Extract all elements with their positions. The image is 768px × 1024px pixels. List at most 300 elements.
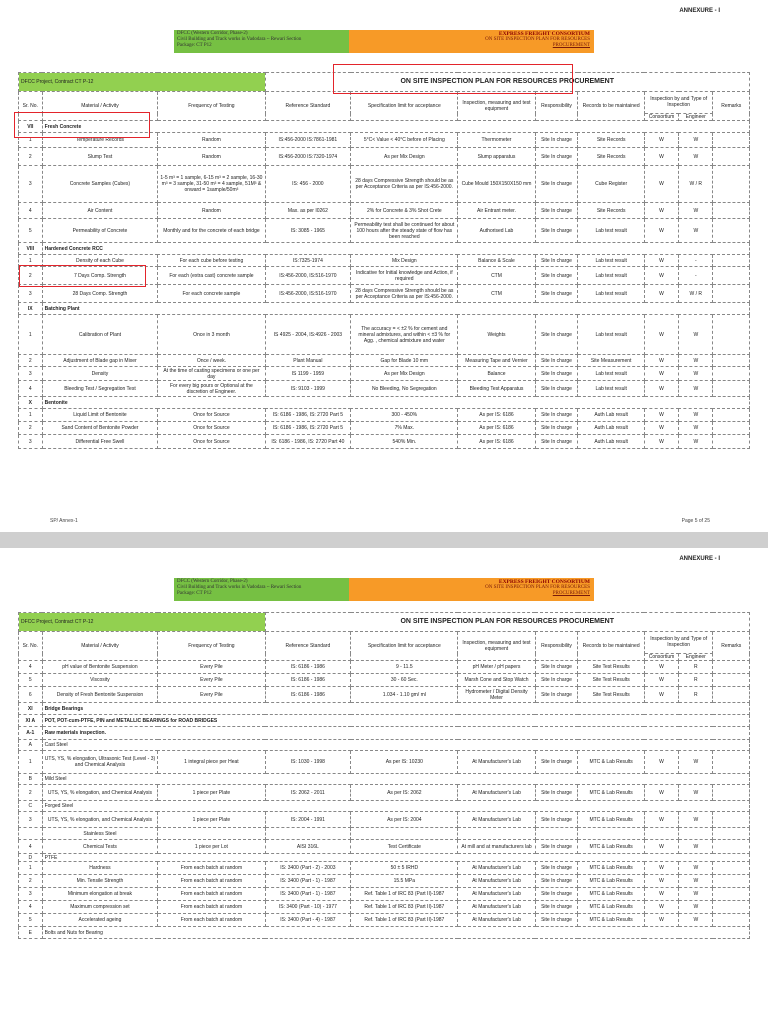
section-number: D xyxy=(19,854,43,862)
cell-responsibility: Site In charge xyxy=(535,687,578,703)
cell-frequency: From each batch at random xyxy=(158,914,265,927)
cell-remarks xyxy=(713,751,750,774)
col-header-consortium: Consortium xyxy=(644,654,678,661)
section-row xyxy=(19,715,750,727)
cell-frequency: For each cube before testing xyxy=(158,255,265,267)
footer-page-number: Page 5 of 25 xyxy=(681,518,710,524)
cell-remarks xyxy=(713,785,750,801)
cell-consortium: W xyxy=(644,422,678,435)
cell-specification: 540% Min. xyxy=(351,435,458,449)
cell-remarks xyxy=(713,166,750,203)
col-header-remarks: Remarks xyxy=(713,92,750,121)
cell-consortium: W xyxy=(644,674,678,687)
col-header-responsibility: Responsibility xyxy=(535,632,578,661)
cell-sr-no: 1 xyxy=(19,255,43,267)
cell-specification: 9 - 11.5 xyxy=(351,661,458,674)
cell-reference: IS: 2062 - 2011 xyxy=(265,785,351,801)
cell-material: Accelerated ageing xyxy=(42,914,158,927)
plan-title: ON SITE INSPECTION PLAN FOR RESOURCES PROCUREMENT xyxy=(265,73,750,92)
cell-consortium: W xyxy=(644,381,678,397)
cell-reference: IS: 6186 - 1986, IS: 2720 Part 5 xyxy=(265,422,351,435)
col-header-frequency: Frequency of Testing xyxy=(158,92,265,121)
cell-consortium: W xyxy=(644,687,678,703)
cell-records: MTC & Lab Results xyxy=(578,901,644,914)
cell-engineer: R xyxy=(679,674,713,687)
cell-reference: IS: 3400 (Part - 4) - 1987 xyxy=(265,914,351,927)
cell-equipment: Air Entrant meter. xyxy=(458,203,535,219)
cell-frequency: At the time of casting specimens or one per day xyxy=(158,367,265,381)
cell-engineer: W xyxy=(679,148,713,166)
cell-records: Lab test result xyxy=(578,285,644,303)
cell-equipment: At mill and at manufacturers lab xyxy=(458,840,535,854)
table-row xyxy=(19,914,750,927)
cell-responsibility: Site In charge xyxy=(535,166,578,203)
cell-remarks xyxy=(713,267,750,285)
cell-specification: As per Mix Design xyxy=(351,148,458,166)
header-package: Package: CT P12 xyxy=(177,43,212,48)
cell-records: Cube Register xyxy=(578,166,644,203)
cell-equipment: At Manufacturer's Lab xyxy=(458,751,535,774)
cell-remarks xyxy=(713,862,750,875)
cell-consortium: W xyxy=(644,367,678,381)
cell-records: Site Test Results xyxy=(578,674,644,687)
annexure-label: ANNEXURE - I xyxy=(679,8,720,14)
cell-equipment: As per IS: 6186 xyxy=(458,435,535,449)
cell-remarks xyxy=(713,355,750,367)
cell-consortium: W xyxy=(644,133,678,148)
cell-reference: IS: 3400 (Part - 1) - 1987 xyxy=(265,888,351,901)
cell-reference: AISI 316L xyxy=(265,840,351,854)
cell-material: Adjustment of Blade gap in Mixer xyxy=(42,355,158,367)
cell-engineer: W xyxy=(679,422,713,435)
cell-reference: IS: 3085 - 1965 xyxy=(265,219,351,243)
table-row xyxy=(19,148,750,166)
cell-reference: IS: 6186 - 1986 xyxy=(265,687,351,703)
cell-equipment: Measuring Tape and Vernier xyxy=(458,355,535,367)
cell-reference: Plant Manual xyxy=(265,355,351,367)
cell-material: Min. Tensile Strength xyxy=(42,875,158,888)
cell-responsibility: Site In charge xyxy=(535,133,578,148)
cell-records: Lab test result xyxy=(578,255,644,267)
cell-frequency: 1-5 m³ = 1 sample, 6-15 m³ = 2 sample, 16-30 m³ = 3 sample, 31-50 m³ = 4 sample, 51M³ & onward = 1sample/50m³ xyxy=(158,166,265,203)
cell-sr-no: 1 xyxy=(19,315,43,355)
cell-responsibility: Site In charge xyxy=(535,840,578,854)
cell-equipment: At Manufacturer's Lab xyxy=(458,812,535,828)
cell-reference: IS: 6186 - 1986, IS: 2720 Part 5 xyxy=(265,409,351,422)
cell-records: Site Records xyxy=(578,133,644,148)
cell-specification: 15.5 MPa xyxy=(351,875,458,888)
cell-responsibility: Site In charge xyxy=(535,315,578,355)
cell-responsibility: Site In charge xyxy=(535,661,578,674)
cell-frequency: From each batch at random xyxy=(158,875,265,888)
section-title: Hardened Concrete RCC xyxy=(42,243,749,255)
cell-specification: Ref. Table 1 of IRC 83 (Part II)-1987 xyxy=(351,901,458,914)
header-project: DFCC (Western Corridor, Phase-2) xyxy=(177,31,248,36)
table-row xyxy=(19,687,750,703)
cell-responsibility: Site In charge xyxy=(535,367,578,381)
col-header-remarks: Remarks xyxy=(713,632,750,661)
cell-reference: IS 4925 - 2004, IS:4926 - 2003 xyxy=(265,315,351,355)
cell-equipment: CTM xyxy=(458,267,535,285)
cell-remarks xyxy=(713,435,750,449)
table-row xyxy=(19,133,750,148)
cell-material: Maximum compression set xyxy=(42,901,158,914)
cell-sr-no: 2 xyxy=(19,267,43,285)
cell-remarks xyxy=(713,381,750,397)
cell-material: Chemical Tests xyxy=(42,840,158,854)
section-row xyxy=(19,740,750,751)
table-row xyxy=(19,381,750,397)
cell-engineer: W xyxy=(679,219,713,243)
cell-records: Site Measurement xyxy=(578,355,644,367)
cell-engineer: W xyxy=(679,901,713,914)
cell-responsibility: Site In charge xyxy=(535,355,578,367)
cell-frequency: Every Pile xyxy=(158,661,265,674)
cell-sr-no: 2 xyxy=(19,785,43,801)
cell-sr-no: 4 xyxy=(19,203,43,219)
title-row xyxy=(19,73,750,92)
col-header-inspection: Inspection by and Type of Inspection xyxy=(644,92,713,114)
cell-specification: Permeability test shall be continued for about 100 hours after the steady state of flow has been reached xyxy=(351,219,458,243)
cell-remarks xyxy=(713,133,750,148)
cell-sr-no: 3 xyxy=(19,812,43,828)
cell-material: 28 Days Comp. Strength xyxy=(42,285,158,303)
table-row xyxy=(19,875,750,888)
cell-material: Density xyxy=(42,367,158,381)
cell-records: Lab test result xyxy=(578,267,644,285)
col-header-sr: Sr. No. xyxy=(19,632,43,661)
cell-records: Lab test result xyxy=(578,367,644,381)
cell-records: Site Records xyxy=(578,148,644,166)
inspection-table-page-1 xyxy=(18,72,750,449)
cell-records: MTC & Lab Results xyxy=(578,914,644,927)
cell-consortium: W xyxy=(644,785,678,801)
contract-label: DFCC Project, Contract CT P-12 xyxy=(19,73,266,92)
cell-reference: IS 1199 - 1959 xyxy=(265,367,351,381)
cell-records: Site Test Results xyxy=(578,661,644,674)
cell-remarks xyxy=(713,315,750,355)
cell-records: Lab test result xyxy=(578,381,644,397)
cell-material: Permeability of Concrete xyxy=(42,219,158,243)
section-title: Fresh Concrete xyxy=(42,121,749,133)
cell-reference: IS: 6186 - 1986 xyxy=(265,661,351,674)
cell-equipment: Cube Mould 150X150X150 mm xyxy=(458,166,535,203)
footer-ref: SP/ Annex-1 xyxy=(50,518,78,524)
cell-responsibility: Site In charge xyxy=(535,812,578,828)
cell-remarks xyxy=(713,422,750,435)
cell-material: Concrete Samples (Cubes) xyxy=(42,166,158,203)
cell-frequency: Random xyxy=(158,148,265,166)
cell-equipment: Bleeding Test Apparatus xyxy=(458,381,535,397)
cell-remarks xyxy=(713,888,750,901)
cell-remarks xyxy=(713,661,750,674)
cell-consortium: W xyxy=(644,875,678,888)
section-title: Bridge Bearings xyxy=(42,703,749,715)
cell-sr-no: 3 xyxy=(19,435,43,449)
cell-responsibility: Site In charge xyxy=(535,409,578,422)
cell-material: 7 Days Comp. Strength xyxy=(42,267,158,285)
table-row xyxy=(19,674,750,687)
cell-responsibility: Site In charge xyxy=(535,267,578,285)
cell-records: MTC & Lab Results xyxy=(578,840,644,854)
table-row xyxy=(19,828,750,840)
cell-frequency: For each concrete sample xyxy=(158,285,265,303)
column-header-row xyxy=(19,92,750,114)
cell-engineer: W xyxy=(679,435,713,449)
section-row xyxy=(19,397,750,409)
cell-specification: As per Mix Design xyxy=(351,367,458,381)
table-row xyxy=(19,422,750,435)
cell-frequency: Every Pile xyxy=(158,674,265,687)
cell-equipment: CTM xyxy=(458,285,535,303)
cell-sr-no: 4 xyxy=(19,661,43,674)
section-title: Bolts and Nuts for Bearing xyxy=(42,927,749,939)
cell-material: Air Content xyxy=(42,203,158,219)
cell-responsibility: Site In charge xyxy=(535,219,578,243)
cell-engineer xyxy=(679,828,713,840)
cell-consortium: W xyxy=(644,315,678,355)
header-left-green xyxy=(174,30,349,53)
section-number: VIII xyxy=(19,243,43,255)
cell-reference: IS: 3400 (Part - 1) - 1987 xyxy=(265,875,351,888)
cell-sr-no: 4 xyxy=(19,840,43,854)
col-header-records: Records to be maintained xyxy=(578,632,644,661)
cell-responsibility: Site In charge xyxy=(535,888,578,901)
section-title: Cast Steel xyxy=(42,740,749,751)
cell-engineer: - xyxy=(679,255,713,267)
cell-records: Site Test Results xyxy=(578,687,644,703)
header-right-orange xyxy=(349,578,594,601)
table-row xyxy=(19,409,750,422)
cell-sr-no: 5 xyxy=(19,219,43,243)
cell-remarks xyxy=(713,255,750,267)
cell-remarks xyxy=(713,828,750,840)
cell-remarks xyxy=(713,901,750,914)
section-title: Forged Steel xyxy=(42,801,749,812)
cell-equipment: Slump apparatus xyxy=(458,148,535,166)
cell-reference: IS:7325-1974 xyxy=(265,255,351,267)
contract-label: DFCC Project, Contract CT P-12 xyxy=(19,613,266,632)
cell-engineer: W xyxy=(679,875,713,888)
col-header-frequency: Frequency of Testing xyxy=(158,632,265,661)
header-plan-line-2: PROCUREMENT xyxy=(552,43,590,48)
col-header-material: Material / Activity xyxy=(42,92,158,121)
cell-responsibility: Site In charge xyxy=(535,255,578,267)
cell-sr-no: 2 xyxy=(19,422,43,435)
cell-specification: Test Certificate xyxy=(351,840,458,854)
col-header-spec: Specification limit for acceptance xyxy=(351,632,458,661)
cell-engineer: R xyxy=(679,661,713,674)
section-number: E xyxy=(19,927,43,939)
table-row xyxy=(19,355,750,367)
cell-specification xyxy=(351,828,458,840)
cell-engineer: W xyxy=(679,785,713,801)
document-header-banner xyxy=(174,578,594,601)
cell-frequency: Once for Source xyxy=(158,409,265,422)
col-header-material: Material / Activity xyxy=(42,632,158,661)
header-package: Package: CT P12 xyxy=(177,591,212,596)
cell-specification: As per IS: 10230 xyxy=(351,751,458,774)
section-row xyxy=(19,703,750,715)
document-header-banner xyxy=(174,30,594,53)
col-header-consortium: Consortium xyxy=(644,114,678,121)
section-title: POT, POT-cum-PTFE, PIN and METALLIC BEARINGS for ROAD BRIDGES xyxy=(42,715,749,727)
section-number: B xyxy=(19,774,43,785)
header-works: Civil Building and Track works in Vadodara ~ Rewari Section xyxy=(177,37,302,42)
cell-responsibility: Site In charge xyxy=(535,435,578,449)
cell-remarks xyxy=(713,875,750,888)
cell-responsibility: Site In charge xyxy=(535,422,578,435)
cell-engineer: W xyxy=(679,751,713,774)
cell-material: UTS, YS, % elongation, and Chemical Analysis xyxy=(42,785,158,801)
cell-reference: IS: 456 - 2000 xyxy=(265,166,351,203)
plan-title: ON SITE INSPECTION PLAN FOR RESOURCES PROCUREMENT xyxy=(265,613,750,632)
cell-remarks xyxy=(713,148,750,166)
cell-material: Bleeding Test / Segregation Test xyxy=(42,381,158,397)
cell-records: Lab test result xyxy=(578,315,644,355)
cell-sr-no: 2 xyxy=(19,148,43,166)
cell-equipment: Weights xyxy=(458,315,535,355)
header-plan-line: ON SITE INSPECTION PLAN FOR RESOURCES xyxy=(485,37,590,42)
cell-specification: 30 - 60 Sec. xyxy=(351,674,458,687)
cell-engineer: W xyxy=(679,840,713,854)
cell-consortium: W xyxy=(644,901,678,914)
cell-reference: IS:456-2000, IS:516-1970 xyxy=(265,267,351,285)
section-number: VII xyxy=(19,121,43,133)
cell-equipment: Thermometer xyxy=(458,133,535,148)
cell-specification: Mix Design xyxy=(351,255,458,267)
section-row xyxy=(19,727,750,740)
inspection-table-page-2 xyxy=(18,612,750,939)
col-header-engineer: Engineer xyxy=(679,654,713,661)
cell-consortium: W xyxy=(644,435,678,449)
section-title: Raw materials inspection. xyxy=(42,727,749,740)
cell-consortium: W xyxy=(644,148,678,166)
cell-frequency: 1 piece per Plate xyxy=(158,812,265,828)
cell-sr-no: 4 xyxy=(19,901,43,914)
cell-engineer: R xyxy=(679,687,713,703)
cell-frequency: Random xyxy=(158,133,265,148)
section-number: A-1 xyxy=(19,727,43,740)
cell-equipment: At Manufacturer's Lab xyxy=(458,862,535,875)
col-header-reference: Reference Standard xyxy=(265,632,351,661)
cell-material: Temperature Records xyxy=(42,133,158,148)
cell-reference: IS: 3400 (Part - 10) - 1977 xyxy=(265,901,351,914)
section-row xyxy=(19,121,750,133)
cell-engineer: W xyxy=(679,133,713,148)
cell-equipment: At Manufacturer's Lab xyxy=(458,914,535,927)
cell-consortium: W xyxy=(644,203,678,219)
cell-specification: The accuracy = < ±2 % for cement and mineral admixtures, and within < ±3 % for Agg. , chemical admixture and water xyxy=(351,315,458,355)
section-row xyxy=(19,243,750,255)
section-row xyxy=(19,854,750,862)
cell-consortium: W xyxy=(644,888,678,901)
header-project: DFCC (Western Corridor, Phase-2) xyxy=(177,579,248,584)
cell-material: Minimum elongation at break xyxy=(42,888,158,901)
section-title: Mild Steel xyxy=(42,774,749,785)
cell-remarks xyxy=(713,285,750,303)
cell-specification: 7% Max. xyxy=(351,422,458,435)
cell-equipment: Balance & Scale xyxy=(458,255,535,267)
cell-sr-no: 1 xyxy=(19,751,43,774)
cell-remarks xyxy=(713,687,750,703)
cell-reference: IS:456-2000, IS:516-1970 xyxy=(265,285,351,303)
cell-frequency xyxy=(158,828,265,840)
cell-reference: IS:456-2000 IS:7320-1974 xyxy=(265,148,351,166)
table-row xyxy=(19,888,750,901)
cell-responsibility: Site In charge xyxy=(535,381,578,397)
cell-frequency: From each batch at random xyxy=(158,901,265,914)
cell-consortium: W xyxy=(644,355,678,367)
cell-responsibility: Site In charge xyxy=(535,751,578,774)
header-plan-line: ON SITE INSPECTION PLAN FOR RESOURCES xyxy=(485,585,590,590)
cell-material: Stainless Steel xyxy=(42,828,158,840)
cell-sr-no: 5 xyxy=(19,914,43,927)
cell-engineer: W xyxy=(679,381,713,397)
cell-responsibility: Site In charge xyxy=(535,285,578,303)
cell-sr-no: 2 xyxy=(19,875,43,888)
cell-records: Auth Lab result xyxy=(578,422,644,435)
cell-sr-no: 1 xyxy=(19,862,43,875)
table-row xyxy=(19,862,750,875)
cell-engineer: W / R xyxy=(679,285,713,303)
col-header-records: Records to be maintained xyxy=(578,92,644,121)
cell-responsibility: Site In charge xyxy=(535,203,578,219)
cell-equipment: At Manufacturer's Lab xyxy=(458,785,535,801)
col-header-reference: Reference Standard xyxy=(265,92,351,121)
header-left-green xyxy=(174,578,349,601)
cell-frequency: Once for Source xyxy=(158,435,265,449)
cell-responsibility: Site In charge xyxy=(535,875,578,888)
cell-engineer: W xyxy=(679,367,713,381)
cell-responsibility: Site In charge xyxy=(535,148,578,166)
cell-consortium: W xyxy=(644,661,678,674)
header-consortium: EXPRESS FREIGHT CONSORTIUM xyxy=(498,579,590,585)
table-row xyxy=(19,315,750,355)
table-row xyxy=(19,785,750,801)
cell-reference: IS:456-2000 IS:7861-1981 xyxy=(265,133,351,148)
cell-specification: No Bleeding, No Segregation xyxy=(351,381,458,397)
cell-records: Lab test result xyxy=(578,219,644,243)
cell-sr-no: 3 xyxy=(19,285,43,303)
cell-specification: 1.034 - 1.10 gm/ ml xyxy=(351,687,458,703)
cell-responsibility: Site In charge xyxy=(535,785,578,801)
header-right-orange xyxy=(349,30,594,53)
cell-engineer: W xyxy=(679,409,713,422)
cell-remarks xyxy=(713,367,750,381)
cell-engineer: W xyxy=(679,355,713,367)
cell-specification: Indicative for Initial knowledge and Action, if required xyxy=(351,267,458,285)
cell-specification: 50 ± 5 IRHD xyxy=(351,862,458,875)
cell-material: UTS, YS, % elongation, Ultrasonic Test (Level - 3) and Chemical Analysis xyxy=(42,751,158,774)
cell-equipment: Hydrometer / Digital Density Meter xyxy=(458,687,535,703)
cell-reference: IS: 6186 - 1986 xyxy=(265,674,351,687)
table-row xyxy=(19,901,750,914)
cell-reference: Max. as per I0262 xyxy=(265,203,351,219)
page-2 xyxy=(0,548,768,1024)
cell-frequency: Once / week. xyxy=(158,355,265,367)
section-title: PTFE xyxy=(42,854,749,862)
cell-responsibility: Site In charge xyxy=(535,674,578,687)
header-plan-line-2: PROCUREMENT xyxy=(552,591,590,596)
cell-frequency: From each batch at random xyxy=(158,862,265,875)
table-row xyxy=(19,267,750,285)
cell-equipment: Marsh Cone and Stop Watch xyxy=(458,674,535,687)
cell-remarks xyxy=(713,409,750,422)
cell-engineer: W / R xyxy=(679,166,713,203)
section-row xyxy=(19,801,750,812)
cell-remarks xyxy=(713,203,750,219)
